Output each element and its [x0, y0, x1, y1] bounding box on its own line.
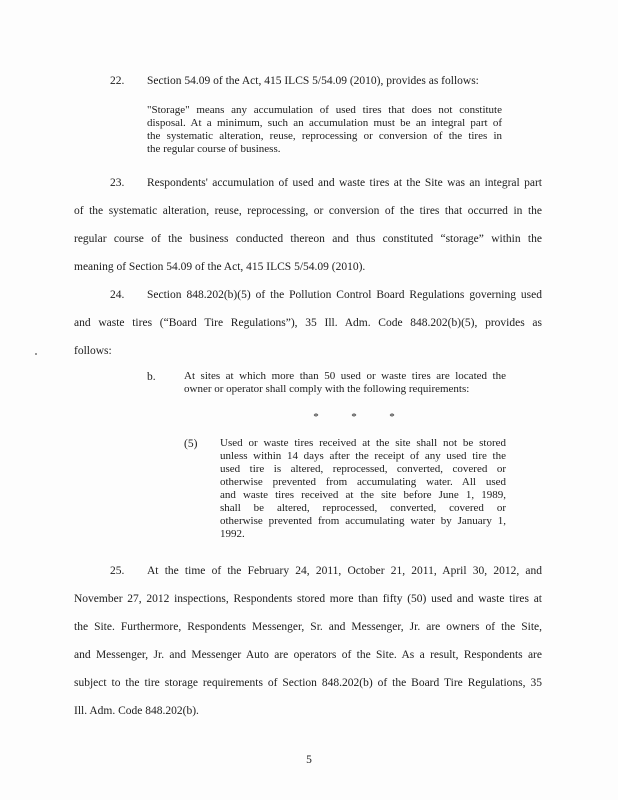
paragraph-25-line-4: and Messenger, Jr. and Messenger Auto are operators of the Site. As a result, Respondents are [74, 649, 542, 661]
quote-line: shall be altered, reprocessed, converted, covered or [220, 502, 506, 514]
paragraph-25-line-5: subject to the tire storage requirements of Section 848.202(b) of the Board Tire Regulations, 35 [74, 677, 542, 689]
paragraph-number-22: 22. [110, 75, 125, 87]
subsection-label-b: b. [147, 371, 156, 383]
quote-line: 1992. [220, 528, 245, 540]
quote-line: "Storage" means any accumulation of used tires that does not constitute [147, 104, 502, 116]
quote-line: owner or operator shall comply with the following requirements: [184, 383, 470, 395]
paragraph-24-line-3: follows: [74, 345, 112, 357]
quote-line: used tire is altered, reprocessed, converted, covered or [220, 463, 506, 475]
paragraph-number-24: 24. [110, 289, 125, 301]
paragraph-25-line-1: At the time of the February 24, 2011, October 21, 2011, April 30, 2012, and [147, 565, 542, 577]
quote-line: the regular course of business. [147, 143, 281, 155]
star-mark: * [313, 411, 319, 423]
quote-line: otherwise prevented from accumulating water. All used [220, 476, 506, 488]
subsection-label-5: (5) [184, 438, 198, 450]
paragraph-22-intro: Section 54.09 of the Act, 415 ILCS 5/54.09 (2010), provides as follows: [147, 75, 479, 87]
paragraph-23-line-3: regular course of the business conducted thereon and thus constituted “storage” within the [74, 233, 542, 245]
scan-speck [35, 353, 37, 355]
quote-line: otherwise prevented from accumulating water by January 1, [220, 515, 506, 527]
paragraph-25-line-6: Ill. Adm. Code 848.202(b). [74, 705, 199, 717]
quote-line: disposal. At a minimum, such an accumulation must be an integral part of [147, 117, 502, 129]
ellipsis-stars [297, 410, 411, 424]
subsection-5-text [220, 437, 506, 541]
star-mark: * [389, 411, 395, 423]
quote-line: unless within 14 days after the receipt of any used tire the [220, 450, 506, 462]
paragraph-23-line-4: meaning of Section 54.09 of the Act, 415 ILCS 5/54.09 (2010). [74, 261, 366, 273]
block-quote-storage-definition [147, 104, 502, 156]
quote-line: the systematic alteration, reuse, reprocessing or conversion of the tires in [147, 130, 502, 142]
quote-line: and waste tires received at the site before June 1, 1989, [220, 489, 506, 501]
quote-line: Used or waste tires received at the site shall not be stored [220, 437, 506, 449]
quote-line: At sites at which more than 50 used or waste tires are located the [184, 370, 506, 382]
page-number: 5 [306, 754, 312, 766]
paragraph-25-line-2: November 27, 2012 inspections, Respondents stored more than fifty (50) used and waste tires at [74, 593, 542, 605]
paragraph-25-line-3: the Site. Furthermore, Respondents Messenger, Sr. and Messenger, Jr. are owners of the Site, [74, 621, 542, 633]
paragraph-24-line-2: and waste tires (“Board Tire Regulations”), 35 Ill. Adm. Code 848.202(b)(5), provides as [74, 317, 542, 329]
subsection-b-text [184, 370, 506, 396]
star-mark: * [351, 411, 357, 423]
paragraph-number-25: 25. [110, 565, 125, 577]
paragraph-23-line-1: Respondents' accumulation of used and waste tires at the Site was an integral part [147, 177, 542, 189]
paragraph-number-23: 23. [110, 177, 125, 189]
paragraph-23-line-2: of the systematic alteration, reuse, reprocessing, or conversion of the tires that occurred in the [74, 205, 542, 217]
paragraph-24-line-1: Section 848.202(b)(5) of the Pollution Control Board Regulations governing used [147, 289, 542, 301]
